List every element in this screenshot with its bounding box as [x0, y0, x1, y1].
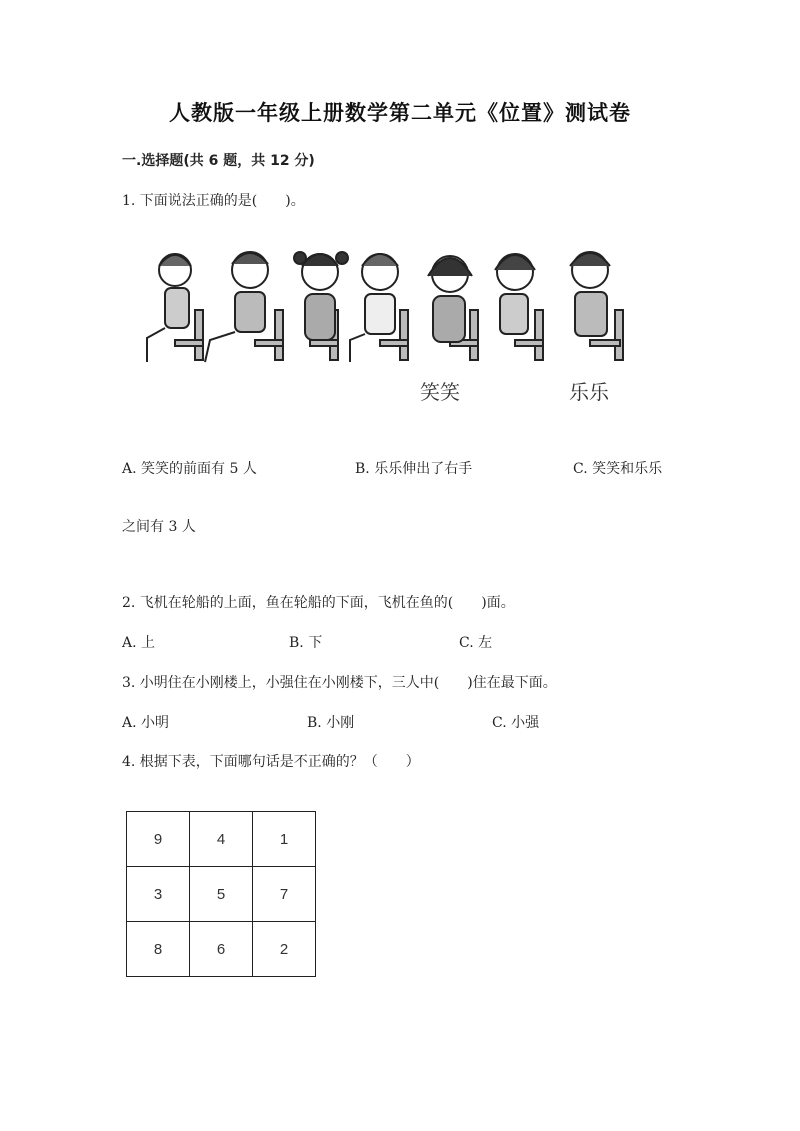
- table-row: [127, 867, 316, 922]
- table-row: [127, 812, 316, 867]
- table-cell: 9: [127, 812, 190, 867]
- q1-option-c: C. 笑笑和乐乐: [573, 461, 663, 477]
- question-4-stem: 4. 根据下表，下面哪句话是不正确的？（ ）: [122, 754, 420, 770]
- q1-option-a: A. 笑笑的前面有 5 人: [122, 461, 257, 477]
- table-cell: 6: [190, 922, 253, 977]
- number-grid-table: [126, 811, 316, 977]
- figure-label-xiaoxiao: 笑笑: [420, 380, 460, 404]
- table-cell: 1: [253, 812, 316, 867]
- table-row: [127, 922, 316, 977]
- child-7-lele: [570, 252, 610, 336]
- table-cell: 2: [253, 922, 316, 977]
- question-1-stem: 1. 下面说法正确的是( )。: [122, 193, 305, 209]
- child-6: [495, 254, 535, 334]
- q3-option-a: A. 小明: [122, 715, 170, 731]
- q2-option-a: A. 上: [122, 635, 156, 651]
- q2-option-c: C. 左: [459, 635, 493, 651]
- table-cell: 4: [190, 812, 253, 867]
- page-title: 人教版一年级上册数学第二单元《位置》测试卷: [169, 101, 631, 125]
- q1-option-c-continued: 之间有 3 人: [122, 519, 196, 535]
- table-cell: 7: [253, 867, 316, 922]
- q3-option-c: C. 小强: [492, 715, 540, 731]
- table-cell: 5: [190, 867, 253, 922]
- question-3-stem: 3. 小明住在小刚楼上，小强住在小刚楼下，三人中( )住在最下面。: [122, 675, 557, 691]
- child-5-xiaoxiao: [428, 256, 472, 342]
- children-seated-illustration: [135, 240, 655, 380]
- q2-option-b: B. 下: [289, 635, 323, 651]
- q3-option-b: B. 小刚: [307, 715, 355, 731]
- question-2-stem: 2. 飞机在轮船的上面，鱼在轮船的下面，飞机在鱼的( )面。: [122, 595, 515, 611]
- section-heading: 一.选择题(共 6 题，共 12 分): [122, 153, 315, 169]
- table-cell: 8: [127, 922, 190, 977]
- q1-option-b: B. 乐乐伸出了右手: [355, 461, 473, 477]
- child-3: [294, 252, 348, 340]
- table-cell: 3: [127, 867, 190, 922]
- figure-label-lele: 乐乐: [569, 380, 609, 404]
